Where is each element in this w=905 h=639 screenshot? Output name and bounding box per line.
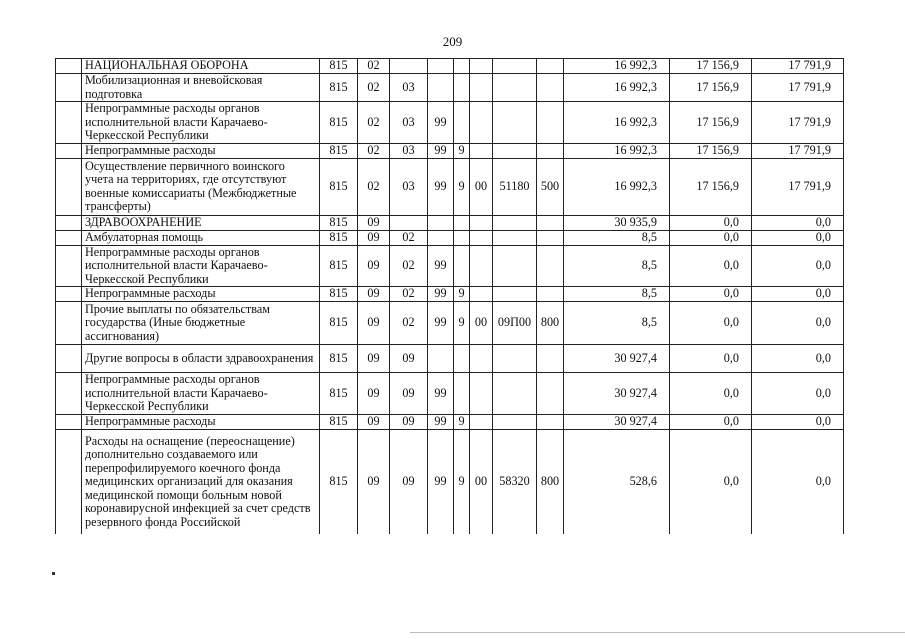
expense-type-code-cell [537,373,564,415]
amount-year3-cell: 17 791,9 [752,158,844,215]
expense-type-code-cell [537,102,564,144]
amount-year2-cell: 17 156,9 [670,102,752,144]
expense-type-code-cell: 800 [537,302,564,345]
scan-edge-line [410,632,905,633]
section-code-cell: 09 [358,215,390,230]
subsection-code-cell: 03 [390,74,428,102]
ministry-code-cell: 815 [320,373,358,415]
direction-code-cell: 51180 [493,158,537,215]
subprogram-code-cell [454,215,470,230]
subsection-code-cell: 02 [390,230,428,245]
subsection-code-cell: 02 [390,287,428,302]
amount-year3-cell: 0,0 [752,230,844,245]
subsection-code-cell: 02 [390,302,428,345]
program-code-cell: 99 [428,143,454,158]
section-code-cell: 09 [358,415,390,430]
page-number: 209 [442,34,463,49]
expense-name-cell: Осуществление первичного воинского учета на территориях, где отсутствуют военные комиссариаты (Межбюджетные трансферты) [82,158,320,215]
expense-name-cell: Непрограммные расходы органов исполнительной власти Карачаево-Черкесской Республики [82,245,320,287]
row-index-cell [56,143,82,158]
activity-code-cell: 00 [470,302,493,345]
ministry-code-cell: 815 [320,302,358,345]
amount-year1-cell: 30 935,9 [564,215,670,230]
subprogram-code-cell [454,59,470,74]
expense-name-cell: Непрограммные расходы [82,287,320,302]
amount-year1-cell: 16 992,3 [564,59,670,74]
amount-year1-cell: 8,5 [564,245,670,287]
expense-name-cell: Непрограммные расходы органов исполнительной власти Карачаево-Черкесской Республики [82,373,320,415]
amount-year2-cell: 0,0 [670,245,752,287]
activity-code-cell [470,245,493,287]
subsection-code-cell: 09 [390,373,428,415]
program-code-cell [428,74,454,102]
row-index-cell [56,102,82,144]
amount-year1-cell: 16 992,3 [564,143,670,158]
activity-code-cell [470,287,493,302]
direction-code-cell [493,143,537,158]
subprogram-code-cell: 9 [454,158,470,215]
program-code-cell: 99 [428,287,454,302]
ministry-code-cell: 815 [320,215,358,230]
ministry-code-cell: 815 [320,245,358,287]
ministry-code-cell: 815 [320,415,358,430]
amount-year1-cell: 16 992,3 [564,102,670,144]
subprogram-code-cell: 9 [454,287,470,302]
subprogram-code-cell: 9 [454,143,470,158]
expense-type-code-cell: 800 [537,429,564,534]
table-row [56,302,844,345]
amount-year2-cell: 17 156,9 [670,143,752,158]
section-code-cell: 09 [358,302,390,345]
section-code-cell: 02 [358,143,390,158]
expense-name-cell: Амбулаторная помощь [82,230,320,245]
section-code-cell: 02 [358,59,390,74]
subprogram-code-cell: 9 [454,415,470,430]
row-index-cell [56,287,82,302]
expense-type-code-cell [537,59,564,74]
amount-year2-cell: 0,0 [670,215,752,230]
expense-name-cell: Непрограммные расходы [82,415,320,430]
row-index-cell [56,429,82,534]
ministry-code-cell: 815 [320,230,358,245]
program-code-cell: 99 [428,158,454,215]
amount-year1-cell: 30 927,4 [564,373,670,415]
row-index-cell [56,74,82,102]
direction-code-cell [493,345,537,373]
subsection-code-cell [390,215,428,230]
expense-name-cell: Прочие выплаты по обязательствам государства (Иные бюджетные ассигнования) [82,302,320,345]
expense-type-code-cell [537,143,564,158]
table-row [56,158,844,215]
table-row [56,245,844,287]
amount-year3-cell: 0,0 [752,215,844,230]
expense-name-cell: ЗДРАВООХРАНЕНИЕ [82,215,320,230]
section-code-cell: 02 [358,158,390,215]
amount-year3-cell: 0,0 [752,345,844,373]
direction-code-cell [493,245,537,287]
amount-year2-cell: 0,0 [670,373,752,415]
section-code-cell: 02 [358,74,390,102]
table-row [56,429,844,534]
expense-type-code-cell [537,345,564,373]
amount-year1-cell: 8,5 [564,230,670,245]
expense-type-code-cell: 500 [537,158,564,215]
direction-code-cell [493,415,537,430]
amount-year3-cell: 0,0 [752,245,844,287]
ministry-code-cell: 815 [320,143,358,158]
table-row [56,230,844,245]
direction-code-cell: 58320 [493,429,537,534]
subprogram-code-cell [454,102,470,144]
program-code-cell [428,59,454,74]
row-index-cell [56,373,82,415]
amount-year2-cell: 0,0 [670,302,752,345]
amount-year3-cell: 17 791,9 [752,59,844,74]
subsection-code-cell: 09 [390,429,428,534]
amount-year1-cell: 16 992,3 [564,74,670,102]
table-row [56,102,844,144]
activity-code-cell: 00 [470,158,493,215]
amount-year2-cell: 0,0 [670,345,752,373]
program-code-cell: 99 [428,245,454,287]
row-index-cell [56,59,82,74]
program-code-cell: 99 [428,373,454,415]
expense-name-cell: Другие вопросы в области здравоохранения [82,345,320,373]
section-code-cell: 09 [358,230,390,245]
ministry-code-cell: 815 [320,74,358,102]
section-code-cell: 02 [358,102,390,144]
program-code-cell [428,215,454,230]
section-code-cell: 09 [358,345,390,373]
ministry-code-cell: 815 [320,429,358,534]
expense-type-code-cell [537,287,564,302]
direction-code-cell: 09П00 [493,302,537,345]
direction-code-cell [493,373,537,415]
program-code-cell: 99 [428,429,454,534]
direction-code-cell [493,59,537,74]
subprogram-code-cell: 9 [454,429,470,534]
scan-mark [52,572,55,575]
subsection-code-cell [390,59,428,74]
expense-type-code-cell [537,215,564,230]
expense-name-cell: Непрограммные расходы [82,143,320,158]
amount-year3-cell: 17 791,9 [752,143,844,158]
ministry-code-cell: 815 [320,102,358,144]
section-code-cell: 09 [358,373,390,415]
subsection-code-cell: 02 [390,245,428,287]
row-index-cell [56,230,82,245]
program-code-cell [428,230,454,245]
program-code-cell [428,345,454,373]
amount-year3-cell: 0,0 [752,373,844,415]
amount-year3-cell: 0,0 [752,415,844,430]
row-index-cell [56,415,82,430]
row-index-cell [56,158,82,215]
amount-year3-cell: 0,0 [752,302,844,345]
subprogram-code-cell [454,245,470,287]
activity-code-cell: 00 [470,429,493,534]
amount-year2-cell: 17 156,9 [670,158,752,215]
expense-name-cell: НАЦИОНАЛЬНАЯ ОБОРОНА [82,59,320,74]
table-row [56,59,844,74]
activity-code-cell [470,230,493,245]
amount-year3-cell: 17 791,9 [752,74,844,102]
subsection-code-cell: 09 [390,345,428,373]
direction-code-cell [493,74,537,102]
table-row [56,373,844,415]
budget-table [55,58,844,534]
expense-type-code-cell [537,245,564,287]
amount-year2-cell: 0,0 [670,415,752,430]
expense-name-cell: Непрограммные расходы органов исполнительной власти Карачаево-Черкесской Республики [82,102,320,144]
ministry-code-cell: 815 [320,287,358,302]
activity-code-cell [470,373,493,415]
amount-year3-cell: 0,0 [752,287,844,302]
amount-year1-cell: 30 927,4 [564,415,670,430]
row-index-cell [56,215,82,230]
ministry-code-cell: 815 [320,345,358,373]
subprogram-code-cell [454,345,470,373]
expense-type-code-cell [537,415,564,430]
ministry-code-cell: 815 [320,158,358,215]
table-row [56,415,844,430]
direction-code-cell [493,215,537,230]
budget-table-body [56,59,844,535]
row-index-cell [56,302,82,345]
direction-code-cell [493,230,537,245]
subsection-code-cell: 03 [390,143,428,158]
table-row [56,345,844,373]
table-row [56,215,844,230]
row-index-cell [56,245,82,287]
expense-name-cell: Расходы на оснащение (переоснащение) дополнительно создаваемого или перепрофилируемого коечного фонда медицинских организаций для оказания медицинской помощи больным новой коронавирусной инфекцией за счет средств резервного фонда Российской [82,429,320,534]
amount-year2-cell: 17 156,9 [670,74,752,102]
expense-type-code-cell [537,230,564,245]
activity-code-cell [470,74,493,102]
amount-year3-cell: 0,0 [752,429,844,534]
section-code-cell: 09 [358,245,390,287]
direction-code-cell [493,102,537,144]
activity-code-cell [470,59,493,74]
activity-code-cell [470,415,493,430]
expense-name-cell: Мобилизационная и вневойсковая подготовка [82,74,320,102]
amount-year2-cell: 0,0 [670,287,752,302]
program-code-cell: 99 [428,102,454,144]
subprogram-code-cell [454,230,470,245]
amount-year1-cell: 528,6 [564,429,670,534]
row-index-cell [56,345,82,373]
amount-year2-cell: 0,0 [670,429,752,534]
amount-year1-cell: 8,5 [564,287,670,302]
section-code-cell: 09 [358,287,390,302]
amount-year3-cell: 17 791,9 [752,102,844,144]
subprogram-code-cell [454,373,470,415]
activity-code-cell [470,345,493,373]
subprogram-code-cell [454,74,470,102]
program-code-cell: 99 [428,302,454,345]
table-row [56,74,844,102]
amount-year1-cell: 8,5 [564,302,670,345]
activity-code-cell [470,215,493,230]
subsection-code-cell: 03 [390,158,428,215]
direction-code-cell [493,287,537,302]
table-row [56,143,844,158]
activity-code-cell [470,143,493,158]
activity-code-cell [470,102,493,144]
subsection-code-cell: 03 [390,102,428,144]
subprogram-code-cell: 9 [454,302,470,345]
expense-type-code-cell [537,74,564,102]
table-row [56,287,844,302]
subsection-code-cell: 09 [390,415,428,430]
amount-year2-cell: 17 156,9 [670,59,752,74]
ministry-code-cell: 815 [320,59,358,74]
amount-year1-cell: 16 992,3 [564,158,670,215]
section-code-cell: 09 [358,429,390,534]
amount-year2-cell: 0,0 [670,230,752,245]
program-code-cell: 99 [428,415,454,430]
amount-year1-cell: 30 927,4 [564,345,670,373]
